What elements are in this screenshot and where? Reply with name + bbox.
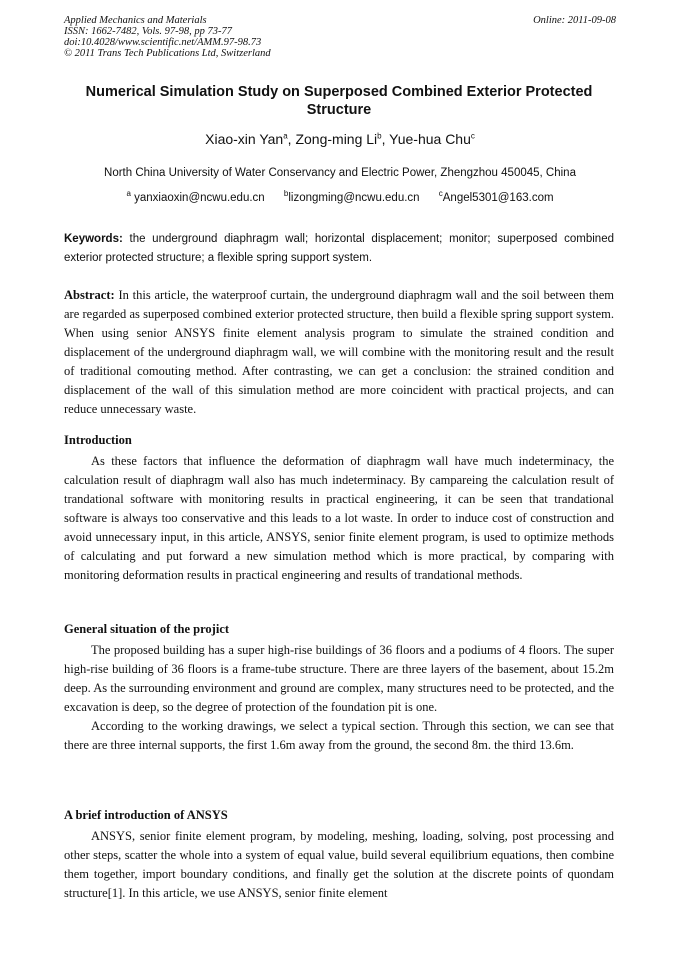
- section-heading: General situation of the projict: [64, 622, 230, 636]
- paragraph: ANSYS, senior finite element program, by modeling, meshing, loading, solving, post processing and other steps, scatter the whole into a system of equal value, build several equilibrium equations, then combine them together, import boundary conditions, and finally get the solution at the discrete points of quondam structure[1]. In this article, we use ANSYS, senior finite element: [64, 829, 614, 900]
- author: Xiao-xin Yan$^a$: [205, 131, 288, 147]
- author-separator: ,: [287, 131, 296, 147]
- email: $^c$Angel5301@163.com: [438, 189, 554, 204]
- journal-name: Applied Mechanics and Materials: [64, 15, 207, 26]
- issn-line: ISSN: 1662-7482, Vols. 97-98, pp 73-77: [64, 26, 232, 37]
- keywords-text: the underground diaphragm wall; horizontal displacement; monitor; superposed combined exterior protected structure; a flexible spring support system.: [64, 233, 614, 264]
- abstract-text: In this article, the waterproof curtain, the underground diaphragm wall and the soil between them are regarded as superposed combined exterior protected structure, then build a flexible spring support system. When using senior ANSYS finite element analysis program to simulate the strained condition and displacement of the underground diaphragm wall, we will combine with the monitoring result and the result of traditional comouting method. After contrasting, we can get a conclusion: the strained condition and displacement of the wall of this simulation method are more coincident with practical projects, and can reduce unnecessary waste.: [64, 288, 614, 416]
- affiliation: North China University of Water Conservancy and Electric Power, Zhengzhou 450045, China: [104, 167, 576, 179]
- author: Yue-hua Chu$^c$: [389, 131, 475, 147]
- abstract: [64, 286, 614, 419]
- paper-title: Numerical Simulation Study on Superposed Combined Exterior Protected Structure: [85, 84, 593, 118]
- keywords-label: Keywords:: [64, 233, 123, 245]
- section-introduction: [64, 432, 614, 585]
- paragraph: According to the working drawings, we select a typical section. Through this section, we can see that there are three internal supports, the first 1.6m away from the ground, the second 8m. the third 13.6m.: [64, 719, 614, 752]
- email-list: [64, 189, 616, 204]
- doi-line: doi:10.4028/www.scientific.net/AMM.97-98.73: [64, 37, 262, 48]
- journal-header: [64, 15, 616, 59]
- section-ansys-intro: [64, 807, 614, 903]
- copyright-line: © 2011 Trans Tech Publications Ltd, Switzerland: [64, 48, 271, 59]
- author-separator: ,: [381, 131, 390, 147]
- author-list: [64, 131, 616, 147]
- paragraph: The proposed building has a super high-rise buildings of 36 floors and a podiums of 4 floors. The super high-rise building of 36 floors is a frame-tube structure. There are three layers of the basement, about 15.2m deep. As the surrounding environment and ground are complex, many structures need to be protected, and the excavation is deep, so the degree of protection of the foundation pit is one.: [64, 643, 614, 714]
- online-date: Online: 2011-09-08: [533, 15, 616, 26]
- abstract-label: Abstract:: [64, 288, 115, 302]
- section-heading: Introduction: [64, 433, 132, 447]
- keywords: [64, 230, 614, 268]
- email: $^a$ yanxiaoxin@ncwu.edu.cn: [126, 189, 265, 204]
- email: $^b$lizongming@ncwu.edu.cn: [283, 189, 420, 204]
- paragraph: As these factors that influence the deformation of diaphragm wall have much indeterminacy, the calculation result of diaphragm wall also has much indeterminacy. By campareing the calculation result of trandational software with monitoring results in practical engineering, it can be seen that trandational software is always too conservative and this leads to a lot waste. In order to induce cost of construction and avoid unnecessary input, in this article, ANSYS, senior finite element program, is used to optimize methods of calculating and put forward a new simulation method which is more practical, by comparing with monitoring deformation results in practical engineering and results of trandational methods.: [64, 454, 614, 582]
- section-general-situation: [64, 621, 614, 755]
- section-heading: A brief introduction of ANSYS: [64, 808, 228, 822]
- author: Zong-ming Li$^b$: [295, 131, 382, 147]
